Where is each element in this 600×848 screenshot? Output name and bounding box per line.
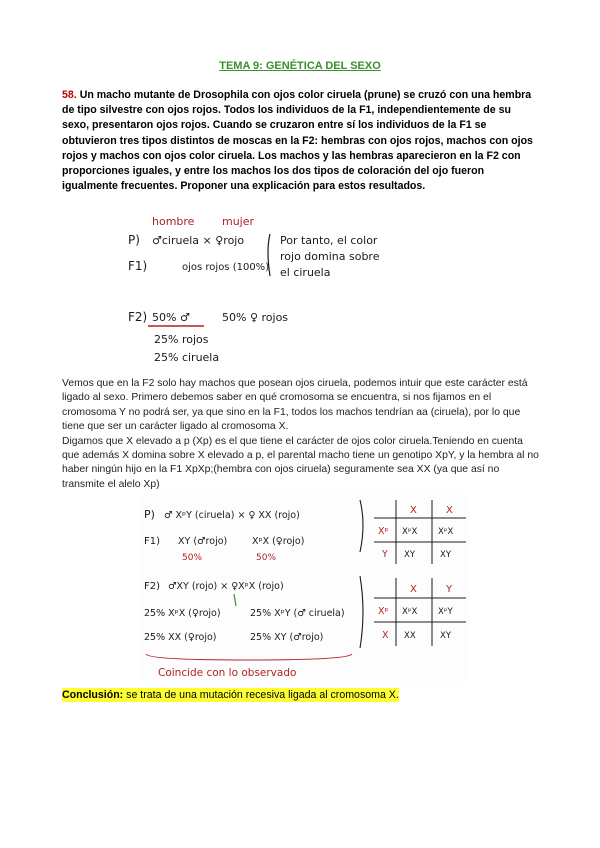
p-cross: ♂ciruela × ♀rojo: [152, 234, 245, 247]
g1-row-1: Xᵖ: [378, 526, 389, 537]
figure-2-svg: [138, 494, 470, 682]
f1-label: F1): [128, 259, 148, 273]
g2-row-2: X: [382, 630, 389, 641]
f2-r2b: 25% XY (♂rojo): [250, 632, 324, 643]
problem-number: 58.: [62, 89, 77, 101]
g1-cell-1-2: XᵖX: [438, 527, 454, 537]
f2-2-cross: ♂XY (rojo) × ♀XᵖX (rojo): [168, 581, 284, 592]
arrow-green: [234, 594, 236, 606]
problem-text: Un macho mutante de Drosophila con ojos color ciruela (prune) se cruzó con una hembra de tipo silvestre con ojos rojos. Todos los individuos de la F1, independientemente de su sexo, presentaron ojos rojos. Cuando se cruzaron entre sí los individuos de la F1 se obtuvieron tres tipos distintos de moscas en la F2: hembras con ojos rojos, machos con ojos rojos y machos con ojos color ciruela. Los machos y las hembras aparecieron en la F2 con proporciones iguales, y entre los machos los dos tipos de coloración del ojo fueron igualmente frecuentes. Proponer una explicación para estos resultados.: [62, 89, 533, 193]
conclusion-text: se trata de una mutación recesiva ligada al cromosoma X.: [126, 689, 399, 701]
f1-2-a: XY (♂rojo): [178, 536, 228, 547]
handwritten-figure-2: [138, 494, 470, 682]
g1-cell-2-2: XY: [440, 550, 452, 560]
f2-r2a: 25% XX (♀rojo): [144, 632, 217, 643]
f2-label: F2): [128, 310, 148, 324]
f2-female: 50% ♀ rojos: [222, 311, 289, 324]
p-label: P): [128, 233, 140, 247]
f1-2-label: F1): [144, 536, 161, 547]
f1-result: ojos rojos (100%): [182, 262, 270, 273]
footer-brace: [146, 654, 352, 660]
g1-cell-1-1: XᵖX: [402, 527, 418, 537]
label-hombre: hombre: [152, 215, 195, 228]
explanation: [62, 377, 540, 492]
g2-cell-1-2: XᵖY: [438, 607, 453, 617]
f2-2-label: F2): [144, 581, 161, 592]
handwritten-figure-1: [118, 210, 480, 370]
p2-cross: ♂ XᵖY (ciruela) × ♀ XX (rojo): [164, 510, 300, 521]
problem-statement: [62, 88, 540, 194]
explanation-p2: Digamos que X elevado a p (Xp) es el que tiene el carácter de ojos color ciruela.Teniendo en cuenta que además X domina sobre X elevado a p, el parental macho tiene un genotipo XpY, y la hembra al no haber ningún hijo en la F1 XpXp;(hembra con ojos ciruela) seguramente sea XX (ya que así no transmite el alelo Xp): [62, 435, 539, 490]
f2-plum: 25% ciruela: [154, 351, 220, 364]
f2-r1a: 25% XᵖX (♀rojo): [144, 608, 221, 619]
g2-row-1: Xᵖ: [378, 606, 389, 617]
note-line-3: el ciruela: [280, 266, 331, 279]
brace-1: [360, 500, 363, 552]
note-line-1: Por tanto, el color: [280, 234, 378, 247]
g2-cell-2-1: XX: [404, 631, 416, 641]
f2-male: 50% ♂: [152, 311, 190, 324]
brace-2: [360, 576, 363, 648]
g1-row-2: Y: [382, 549, 388, 560]
g1-cell-2-1: XY: [404, 550, 416, 560]
punnett-square-1: [374, 500, 466, 564]
explanation-p1: Vemos que en la F2 solo hay machos que posean ojos ciruela, podemos intuir que este carácter está ligado al sexo. Primero debemos saber en qué cromosoma se encuentra, si nos fijamos en el cromosoma Y no podrá ser, ya que sino en la F1, todos los machos tendrían aa (ciruela), por lo que tiene que ser un carácter ligado al cromosoma X.: [62, 378, 528, 433]
page-title: TEMA 9: GENÉTICA DEL SEXO: [219, 60, 381, 72]
pct-b: 50%: [256, 553, 277, 563]
conclusion: [62, 688, 399, 702]
conclusion-label: Conclusión:: [62, 689, 124, 701]
f1-2-b: XᵖX (♀rojo): [252, 536, 305, 547]
g2-cell-1-1: XᵖX: [402, 607, 418, 617]
figure-1-svg: [118, 210, 480, 370]
p2-label: P): [144, 508, 155, 521]
g2-col-2: Y: [446, 584, 453, 595]
note-line-2: rojo domina sobre: [280, 250, 380, 263]
g1-col-1: X: [410, 505, 417, 516]
g1-col-2: X: [446, 505, 453, 516]
g2-cell-2-2: XY: [440, 631, 452, 641]
g2-col-1: X: [410, 584, 417, 595]
f2-red: 25% rojos: [154, 333, 209, 346]
footer-text: Coincide con lo observado: [158, 667, 297, 679]
f2-r1b: 25% XᵖY (♂ ciruela): [250, 608, 345, 619]
punnett-square-2: [374, 578, 466, 646]
label-mujer: mujer: [222, 215, 255, 228]
pct-a: 50%: [182, 553, 203, 563]
